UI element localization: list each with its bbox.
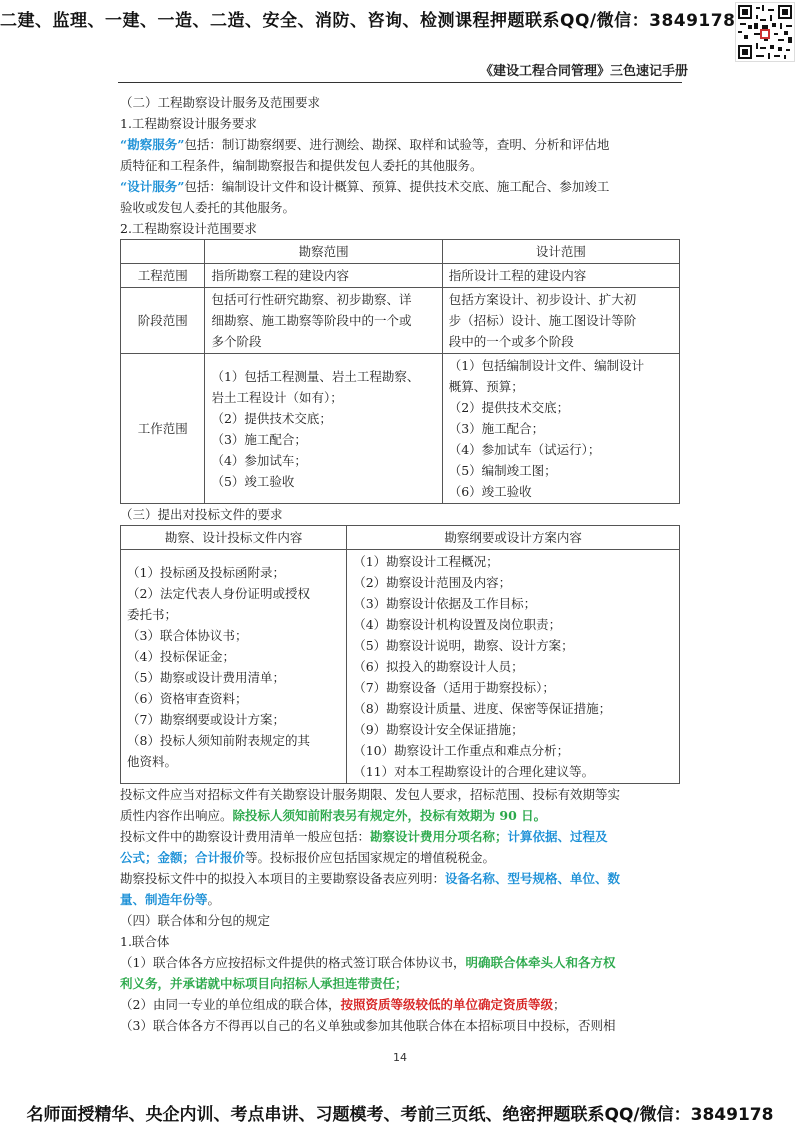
paragraph-text: ； [552, 997, 566, 1012]
survey-service-paragraph-cont: 质特征和工程条件，编制勘察报告和提供发包人委托的其他服务。 [120, 158, 483, 173]
design-scope-cell [442, 354, 679, 504]
cell-line: 岩土工程设计（如有）； [211, 389, 343, 405]
survey-scope-cell [205, 288, 442, 354]
highlight-red: 按照资质等级较低的单位确定资质等级 [340, 997, 553, 1012]
list-item: （9）勘察设计安全保证措施； [353, 722, 524, 737]
highlight-blue: 公式；金额；合计报价 [120, 850, 246, 865]
table-header-cell: 勘察、设计投标文件内容 [121, 526, 347, 550]
survey-scope-cell [205, 354, 442, 504]
book-title: 《建设工程合同管理》三色速记手册 [479, 64, 688, 79]
design-scope-cell [442, 264, 679, 288]
header-divider [118, 82, 682, 83]
list-item: （3）勘察设计依据及工作目标； [353, 596, 537, 611]
list-item: 他资料。 [127, 753, 178, 769]
list-item: （11）对本工程勘察设计的合理化建议等。 [353, 764, 595, 779]
cell-line: （4）参加试车； [211, 452, 307, 468]
list-item: （4）投标保证金； [127, 648, 235, 664]
row-label: 阶段范围 [121, 288, 205, 354]
list-item: （10）勘察设计工作重点和难点分析； [353, 743, 570, 758]
list-item: （5）勘察或设计费用清单； [127, 669, 285, 685]
subsection-scope-requirements: 2.工程勘察设计范围要求 [120, 221, 257, 236]
table-row [121, 550, 680, 784]
highlight-green: 明确联合体牵头人和各方权 [465, 955, 616, 970]
list-item: （2）法定代表人身份证明或授权 [127, 585, 310, 601]
survey-scope-cell [205, 264, 442, 288]
cell-line: 细勘察、施工勘察等阶段中的一个或 [211, 313, 412, 328]
highlight-blue: 计算依据、过程及 [507, 829, 608, 844]
consortium-item-2 [120, 994, 680, 1015]
table-row [121, 354, 680, 504]
list-item: （1）投标函及投标函附录； [127, 564, 285, 580]
equipment-paragraph [120, 868, 680, 889]
paragraph-text: 勘察投标文件中的拟投入本项目的主要勘察设备表应列明： [120, 871, 446, 886]
row-label: 工程范围 [121, 264, 205, 288]
highlight-green: 勘察设计费用分项名称 [370, 829, 496, 844]
paragraph-text: 投标文件中的勘察设计费用清单一般应包括： [120, 829, 371, 844]
table-header-cell: 设计范围 [442, 240, 679, 264]
list-item: （1）勘察设计工程概况； [353, 554, 499, 569]
qr-code-icon [735, 2, 795, 62]
fee-list-paragraph [120, 826, 680, 847]
list-item: （6）拟投入的勘察设计人员； [353, 659, 524, 674]
bid-content-cell [121, 550, 347, 784]
table-header-row [121, 240, 680, 264]
cell-line: 多个阶段 [211, 334, 262, 349]
design-service-text: 包括：编制设计文件和设计概算、预算、提供技术交底、施工配合、参加竣工 [184, 179, 610, 194]
highlight-green: ； [395, 976, 408, 991]
section-3-title: （三）提出对投标文件的要求 [120, 507, 283, 522]
cell-line: （6）竣工验收 [448, 484, 532, 499]
subsection-consortium: 1.联合体 [120, 934, 170, 949]
highlight-blue: 设备名称、型号规格、单位、数 [445, 871, 621, 886]
list-item: （2）勘察设计范围及内容； [353, 575, 512, 590]
table-header-row [121, 526, 680, 550]
page-content [120, 92, 680, 1036]
cell-line: （2）提供技术交底； [448, 400, 570, 415]
equipment-paragraph-cont [120, 889, 680, 910]
survey-service-text: 包括：制订勘察纲要、进行测绘、勘探、取样和试验等，查明、分析和评估地 [184, 137, 610, 152]
consortium-item-3: （3）联合体各方不得再以自己的名义单独或参加其他联合体在本招标项目中投标，否则相 [120, 1018, 616, 1033]
section-2-title: （二）工程勘察设计服务及范围要求 [120, 95, 321, 110]
highlight-green: 利义务，并承诺就中标项目向招标人承担连带责任 [120, 976, 396, 991]
survey-service-label: “勘察服务” [120, 137, 185, 152]
list-item: 委托书； [127, 606, 178, 622]
section-4-title: （四）联合体和分包的规定 [120, 913, 271, 928]
cell-line: 步（招标）设计、施工图设计等阶 [448, 313, 637, 328]
cell-line: （4）参加试车（试运行）； [448, 442, 601, 457]
design-service-label: “设计服务” [120, 179, 185, 194]
subsection-service-requirements: 1.工程勘察设计服务要求 [120, 116, 257, 131]
cell-line: （3）施工配合； [448, 421, 545, 436]
cell-line: 指所设计工程的建设内容 [448, 268, 587, 283]
row-label: 工作范围 [121, 354, 205, 504]
list-item: （8）勘察设计质量、进度、保密等保证措施； [353, 701, 612, 716]
highlight-green: 除投标人须知前附表另有规定外，投标有效期为 90 日。 [232, 808, 547, 823]
cell-line: （2）提供技术交底； [211, 410, 332, 426]
bid-document-table [120, 525, 680, 784]
paragraph-text: （1）联合体各方应按招标文件提供的格式签订联合体协议书， [120, 955, 466, 970]
list-item: （6）资格审查资料； [127, 690, 248, 706]
page-number: 14 [393, 1051, 407, 1064]
list-item: （8）投标人须知前附表规定的其 [127, 732, 310, 748]
cell-line: 包括可行性研究勘察、初步勘察、详 [211, 292, 412, 307]
design-service-paragraph-cont: 验收或发包人委托的其他服务。 [120, 200, 296, 215]
validity-paragraph: 投标文件应当对招标文件有关勘察设计服务期限、发包人要求，招标范围、投标有效期等实 [120, 787, 621, 802]
list-item: （3）联合体协议书； [127, 627, 248, 643]
paragraph-text: （2）由同一专业的单位组成的联合体， [120, 997, 341, 1012]
cell-line: （1）包括工程测量、岩土工程勘察、 [211, 368, 420, 384]
survey-service-paragraph [120, 134, 680, 155]
scope-table [120, 239, 680, 504]
list-item: （5）勘察设计说明，勘察、设计方案； [353, 638, 574, 653]
cell-line: 包括方案设计、初步设计、扩大初 [448, 292, 637, 307]
cell-line: 段中的一个或多个阶段 [448, 334, 574, 349]
top-contact-banner: 二建、监理、一建、一造、二造、安全、消防、咨询、检测课程押题联系QQ/微信：3849178 [0, 11, 736, 31]
cell-line: （3）施工配合； [211, 431, 307, 447]
paragraph-text: 等。投标报价应包括国家规定的增值税税金。 [245, 850, 496, 865]
table-row [121, 264, 680, 288]
list-item: （4）勘察设计机构设置及岗位职责； [353, 617, 562, 632]
table-header-cell: 勘察范围 [205, 240, 442, 264]
paragraph-text: 质性内容作出响应。 [120, 808, 233, 823]
cell-line: （1）包括编制设计文件、编制设计 [448, 358, 645, 373]
fee-list-paragraph-cont [120, 847, 680, 868]
validity-paragraph-cont [120, 805, 680, 826]
cell-line: 概算、预算； [448, 379, 524, 394]
list-item: （7）勘察设备（适用于勘察投标）； [353, 680, 555, 695]
bottom-contact-banner: 名师面授精华、央企内训、考点串讲、习题模考、考前三页纸、绝密押题联系QQ/微信：3849178 [26, 1105, 774, 1125]
highlight-green: ； [495, 829, 508, 844]
consortium-item-1-cont [120, 973, 680, 994]
cell-line: （5）竣工验收 [211, 473, 295, 489]
table-header-cell: 勘察纲要或设计方案内容 [347, 526, 680, 550]
paragraph-text: 。 [207, 892, 221, 907]
list-item: （7）勘察纲要或设计方案； [127, 711, 285, 727]
table-header-cell [121, 240, 205, 264]
consortium-item-1 [120, 952, 680, 973]
cell-line: 指所勘察工程的建设内容 [211, 268, 349, 283]
cell-line: （5）编制竣工图； [448, 463, 557, 478]
highlight-blue: 量、制造年份等 [120, 892, 208, 907]
design-scope-cell [442, 288, 679, 354]
table-row [121, 288, 680, 354]
design-service-paragraph [120, 176, 680, 197]
outline-content-cell [347, 550, 680, 784]
